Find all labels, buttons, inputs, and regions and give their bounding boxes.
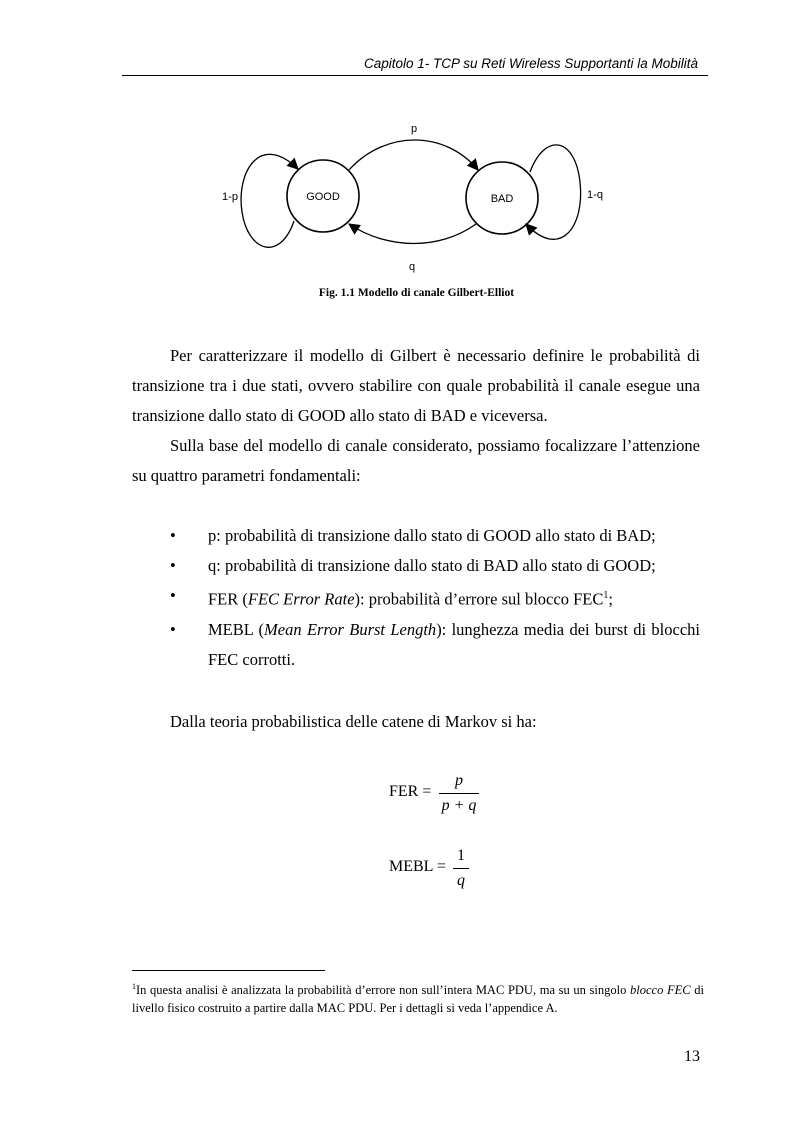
list-item: • FER (FEC Error Rate): probabilità d’errore sul blocco FEC$^1$;	[132, 581, 700, 615]
paragraph-2: Sulla base del modello di canale considerato, possiamo focalizzare l’attenzione su quattro parametri fondamentali:	[132, 436, 700, 485]
list-item: • p: probabilità di transizione dallo stato di GOOD allo stato di BAD;	[132, 521, 700, 551]
footnote-divider	[132, 970, 325, 971]
formula-mebl-fraction: 1 q	[453, 847, 469, 890]
state-good-label: GOOD	[306, 191, 340, 203]
formula-fer-fraction: p p + q	[439, 772, 479, 815]
paragraph-3: Dalla teoria probabilistica delle catene di Markov si ha:	[170, 712, 537, 731]
arrow-good-to-bad	[349, 140, 478, 170]
arrow-bad-to-good	[349, 224, 476, 244]
label-p: p	[410, 123, 418, 135]
parameter-list	[132, 521, 700, 675]
page-number: 13	[684, 1048, 700, 1065]
list-item: • MEBL (Mean Error Burst Length): lunghezza media dei burst di blocchi FEC corrotti.	[132, 615, 700, 675]
label-q: q	[408, 261, 416, 273]
footnote-ref: 1	[603, 590, 609, 601]
label-1-p: 1-p	[222, 191, 238, 203]
state-bad-label: BAD	[490, 193, 514, 205]
footnote: $^1$In questa analisi è analizzata la probabilità d’errore non sull’intera MAC PDU, ma su un singolo blocco FEC di livello fisico costruito a partire dalla MAC PDU. Per i dettagli si veda l’appendice A.	[132, 982, 704, 1016]
paragraph-1: Per caratterizzare il modello di Gilbert è necessario definire le probabilità di transizione tra i due stati, ovvero stabilire con quale probabilità il canale esegue una transizione dallo stato di GOOD allo stato di BAD e viceversa.	[132, 346, 700, 425]
gilbert-elliot-diagram	[210, 112, 620, 282]
running-header	[122, 55, 708, 76]
figure-caption: Fig. 1.1 Modello di canale Gilbert-Elliot	[318, 287, 515, 299]
header-title: Capitolo 1- TCP su Reti Wireless Supportanti la Mobilità	[363, 56, 698, 71]
formula-fer-label: FER =	[389, 783, 432, 800]
label-1-q: 1-q	[587, 189, 603, 201]
list-item: • q: probabilità di transizione dallo stato di BAD allo stato di GOOD;	[132, 551, 700, 581]
formula-mebl-label: MEBL =	[389, 858, 446, 875]
